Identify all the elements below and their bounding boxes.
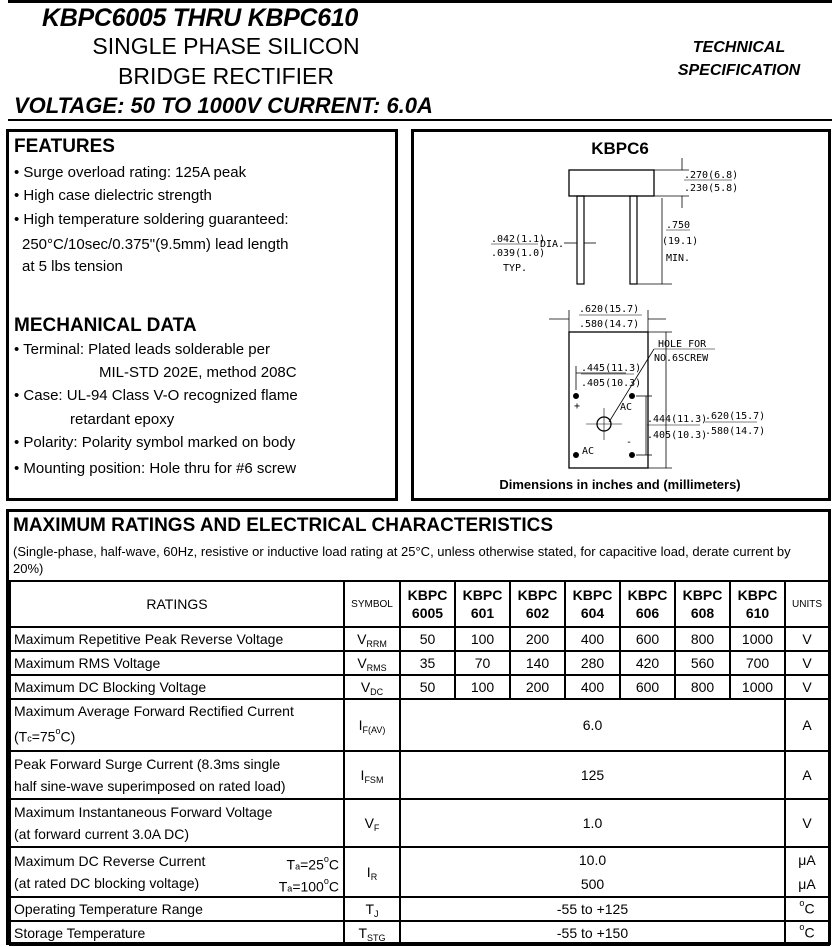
mechanical-item: • Case: UL-94 Class V-O recognized flame <box>14 387 298 404</box>
dim-lead-length: .750 <box>666 220 691 231</box>
pin-dot <box>573 393 579 399</box>
param-name: Peak Forward Surge Current (8.3ms single half sine-wave superimposed on rated load) <box>10 751 344 799</box>
col-device: KBPC 601 <box>455 581 510 627</box>
value-cell: 400 <box>565 675 620 699</box>
dim-pin-vspacing-max: .444(11.3) <box>647 414 708 425</box>
features-panel <box>6 129 398 501</box>
col-device: KBPC 608 <box>675 581 730 627</box>
param-name: Maximum DC Blocking Voltage <box>10 675 344 699</box>
dim-body-length-max: .620(15.7) <box>705 411 766 422</box>
param-name: Storage Temperature <box>10 921 344 945</box>
dim-height-max: .270(6.8) <box>684 170 739 181</box>
feature-item: • High case dielectric strength <box>14 187 212 204</box>
hole-label-1: HOLE FOR <box>658 339 707 350</box>
polarity-plus: + <box>574 401 581 412</box>
dim-width-max: .620(15.7) <box>579 304 640 315</box>
table-row <box>10 627 829 651</box>
value-cell: 10.0 500 <box>400 847 785 897</box>
value-cell: 50 <box>400 675 455 699</box>
value-cell: 125 <box>400 751 785 799</box>
dim-lead-dia-max: .042(1.1) <box>491 234 546 245</box>
dim-pin-spacing-max: .445(11.3) <box>581 363 642 374</box>
dim-width-min: .580(14.7) <box>579 319 640 330</box>
col-device: KBPC 610 <box>730 581 785 627</box>
unit-cell: V <box>785 627 829 651</box>
unit-cell: V <box>785 651 829 675</box>
dim-body-length-min: .580(14.7) <box>705 426 766 437</box>
value-cell: 560 <box>675 651 730 675</box>
value-cell: 200 <box>510 675 565 699</box>
unit-cell: V <box>785 675 829 699</box>
pin-label-ac: AC <box>620 402 633 413</box>
features-heading: FEATURES <box>14 136 115 157</box>
hole-label-2: NO.6SCREW <box>654 353 709 364</box>
param-symbol: $I_{FSM}$ <box>344 751 400 799</box>
condition-25c: $Ta=25^oC$ <box>286 853 339 873</box>
param-symbol: $I_R$ <box>344 847 400 897</box>
tech-spec-line-1: TECHNICAL <box>692 39 786 56</box>
value-cell: 6.0 <box>400 699 785 751</box>
subtitle-line-2: BRIDGE RECTIFIER <box>118 63 334 89</box>
table-row <box>10 897 829 921</box>
value-cell: 100 <box>455 627 510 651</box>
table-row <box>10 751 829 799</box>
value-cell: 100 <box>455 675 510 699</box>
value-cell: 200 <box>510 627 565 651</box>
lead <box>630 196 637 284</box>
param-name: Maximum Average Forward Rectified Current $(Tc=75^oC)$ <box>10 699 344 751</box>
col-device: KBPC 6005 <box>400 581 455 627</box>
value-cell: -55 to +125 <box>400 897 785 921</box>
tech-spec-line-2: SPECIFICATION <box>677 62 801 79</box>
value-cell: 600 <box>620 627 675 651</box>
package-body-side <box>569 170 654 196</box>
dim-typ-label: TYP. <box>503 263 528 274</box>
dim-lead-length-mm: (19.1) <box>662 236 699 247</box>
top-rule <box>8 0 832 3</box>
col-device: KBPC 602 <box>510 581 565 627</box>
package-outline-drawing <box>414 132 828 498</box>
polarity-minus: - <box>626 437 633 448</box>
value-cell: 420 <box>620 651 675 675</box>
dimension-diagram-panel <box>411 129 831 501</box>
feature-item: • High temperature soldering guaranteed: <box>14 211 289 228</box>
param-name: Operating Temperature Range <box>10 897 344 921</box>
mechanical-item: retardant epoxy <box>70 411 175 428</box>
param-name: Maximum DC Reverse Current (at rated DC blocking voltage) $Ta=25^oC$ $Ta=100^oC$ <box>10 847 344 897</box>
param-name: Maximum Repetitive Peak Reverse Voltage <box>10 627 344 651</box>
col-ratings: RATINGS <box>10 581 344 627</box>
value-cell: 70 <box>455 651 510 675</box>
value-cell: 35 <box>400 651 455 675</box>
unit-cell: V <box>785 799 829 847</box>
ratings-table <box>9 580 830 946</box>
dim-pin-spacing-min: .405(10.3) <box>581 378 642 389</box>
table-row <box>10 847 829 897</box>
mechanical-item: • Mounting position: Hole thru for #6 screw <box>14 460 297 477</box>
param-symbol: $I_{F(AV)}$ <box>344 699 400 751</box>
ratings-panel <box>6 509 831 945</box>
package-body-top <box>569 332 648 468</box>
param-symbol: $T_{STG}$ <box>344 921 400 945</box>
value-cell: 1000 <box>730 627 785 651</box>
dim-height-min: .230(5.8) <box>684 183 739 194</box>
dim-pin-vspacing-min: .405(10.3) <box>647 430 708 441</box>
table-row <box>10 799 829 847</box>
ratings-title: MAXIMUM RATINGS AND ELECTRICAL CHARACTERISTICS <box>13 515 554 536</box>
col-device: KBPC 604 <box>565 581 620 627</box>
table-row <box>10 651 829 675</box>
param-symbol: $V_{RRM}$ <box>344 627 400 651</box>
header-rule <box>8 119 832 121</box>
feature-item: 250°C/10sec/0.375"(9.5mm) lead length <box>22 236 289 253</box>
table-row <box>10 921 829 945</box>
ratings-note: (Single-phase, half-wave, 60Hz, resistive or inductive load rating at 25°C, unless otherwise stated, for capacitive load, derate current by 20%) <box>13 544 791 576</box>
table-header-row <box>10 581 829 627</box>
pin-label-ac: AC <box>582 446 595 457</box>
value-cell: 800 <box>675 627 730 651</box>
diagram-caption: Dimensions in inches and (millimeters) <box>499 477 741 492</box>
param-symbol: $V_F$ <box>344 799 400 847</box>
condition-100c: $Ta=100^oC$ <box>278 875 339 895</box>
mechanical-item: • Terminal: Plated leads solderable per <box>14 341 270 358</box>
pin-dot <box>629 452 635 458</box>
dim-lead-dia-min: .039(1.0) <box>491 248 546 259</box>
value-cell: 600 <box>620 675 675 699</box>
value-cell: 700 <box>730 651 785 675</box>
table-row <box>10 675 829 699</box>
value-cell: 400 <box>565 627 620 651</box>
voltage-current-rating: VOLTAGE: 50 TO 1000V CURRENT: 6.0A <box>14 93 433 118</box>
package-name: KBPC6 <box>591 139 649 158</box>
col-units: UNITS <box>785 581 829 627</box>
value-cell: 280 <box>565 651 620 675</box>
unit-cell: A <box>785 699 829 751</box>
unit-cell: $^o$C <box>785 897 829 921</box>
mechanical-heading: MECHANICAL DATA <box>14 315 197 336</box>
value-cell: 1.0 <box>400 799 785 847</box>
feature-item: • Surge overload rating: 125A peak <box>14 164 247 181</box>
page-title: KBPC6005 THRU KBPC610 <box>42 4 359 32</box>
param-name: Maximum Instantaneous Forward Voltage (at forward current 3.0A DC) <box>10 799 344 847</box>
value-cell: 1000 <box>730 675 785 699</box>
col-symbol: SYMBOL <box>344 581 400 627</box>
value-cell: -55 to +150 <box>400 921 785 945</box>
pin-dot <box>573 452 579 458</box>
param-name: Maximum RMS Voltage <box>10 651 344 675</box>
value-cell: 140 <box>510 651 565 675</box>
param-symbol: $V_{DC}$ <box>344 675 400 699</box>
lead <box>577 196 584 284</box>
param-symbol: $T_J$ <box>344 897 400 921</box>
value-cell: 50 <box>400 627 455 651</box>
unit-cell: A <box>785 751 829 799</box>
subtitle-line-1: SINGLE PHASE SILICON <box>92 33 360 59</box>
dim-dia-label: DIA. <box>540 239 565 250</box>
feature-item: at 5 lbs tension <box>22 258 123 275</box>
mechanical-item: MIL-STD 202E, method 208C <box>99 364 297 381</box>
unit-cell: μA μA <box>785 847 829 897</box>
unit-cell: $^o$C <box>785 921 829 945</box>
param-symbol: $V_{RMS}$ <box>344 651 400 675</box>
table-row <box>10 699 829 751</box>
dim-lead-length-min: MIN. <box>666 253 691 264</box>
value-cell: 800 <box>675 675 730 699</box>
mechanical-item: • Polarity: Polarity symbol marked on body <box>14 434 296 451</box>
pin-dot <box>629 393 635 399</box>
col-device: KBPC 606 <box>620 581 675 627</box>
